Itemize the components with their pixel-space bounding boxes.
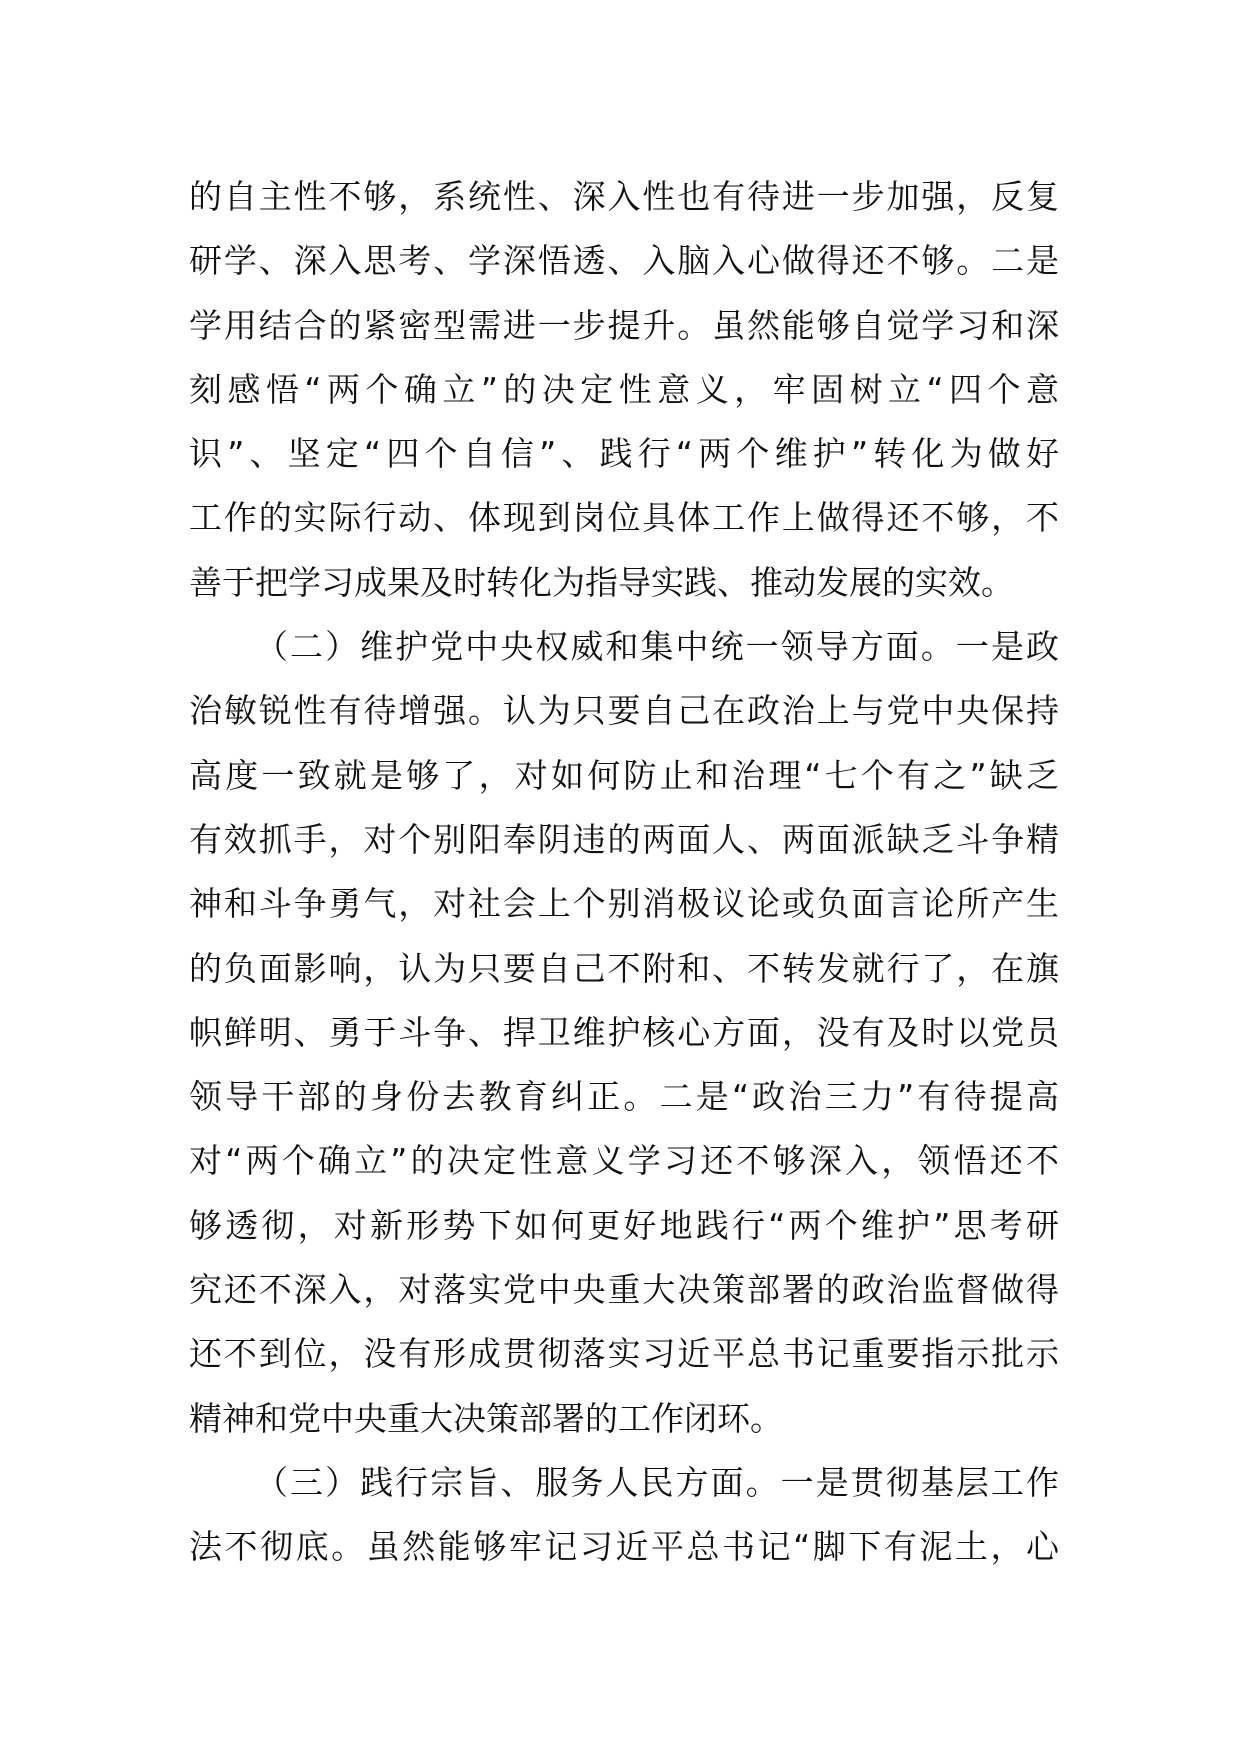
document-body-text xyxy=(189,165,1059,1580)
text-line: 研学、深入思考、学深悟透、入脑入心做得还不够。二是 xyxy=(189,241,1059,281)
text-line: （三）践行宗旨、服务人民方面。一是贯彻基层工作 xyxy=(255,1462,1059,1502)
text-line: 学用结合的紧密型需进一步提升。虽然能够自觉学习和深 xyxy=(189,305,1059,345)
text-line: 治敏锐性有待增强。认为只要自己在政治上与党中央保持 xyxy=(189,691,1059,731)
text-line: 领导干部的身份去教育纠正。二是“政治三力”有待提高 xyxy=(189,1077,1059,1117)
text-line: 还不到位，没有形成贯彻落实习近平总书记重要指示批示 xyxy=(189,1334,1059,1374)
text-line: 高度一致就是够了，对如何防止和治理“七个有之”缺乏 xyxy=(189,755,1059,795)
text-line: 对“两个确立”的决定性意义学习还不够深入，领悟还不 xyxy=(189,1141,1059,1181)
text-line: 法不彻底。虽然能够牢记习近平总书记“脚下有泥土，心 xyxy=(189,1527,1059,1567)
text-line: 识”、坚定“四个自信”、践行“两个维护”转化为做好 xyxy=(189,434,1059,474)
text-line: 善于把学习成果及时转化为指导实践、推动发展的实效。 xyxy=(189,562,1014,602)
text-line: 的负面影响，认为只要自己不附和、不转发就行了，在旗 xyxy=(189,948,1059,988)
text-line: 有效抓手，对个别阳奉阴违的两面人、两面派缺乏斗争精 xyxy=(189,819,1059,859)
text-line: 神和斗争勇气，对社会上个别消极议论或负面言论所产生 xyxy=(189,884,1059,924)
text-line: 精神和党中央重大决策部署的工作闭环。 xyxy=(189,1398,783,1438)
text-line: 究还不深入，对落实党中央重大决策部署的政治监督做得 xyxy=(189,1270,1059,1310)
text-line: 的自主性不够，系统性、深入性也有待进一步加强，反复 xyxy=(189,177,1059,216)
text-line: 帜鲜明、勇于斗争、捍卫维护核心方面，没有及时以党员 xyxy=(189,1012,1059,1052)
text-line: （二）维护党中央权威和集中统一领导方面。一是政 xyxy=(255,627,1059,667)
text-line: 够透彻，对新形势下如何更好地践行“两个维护”思考研 xyxy=(189,1205,1059,1245)
text-line: 工作的实际行动、体现到岗位具体工作上做得还不够，不 xyxy=(189,498,1059,538)
text-line: 刻感悟“两个确立”的决定性意义，牢固树立“四个意 xyxy=(189,369,1059,409)
